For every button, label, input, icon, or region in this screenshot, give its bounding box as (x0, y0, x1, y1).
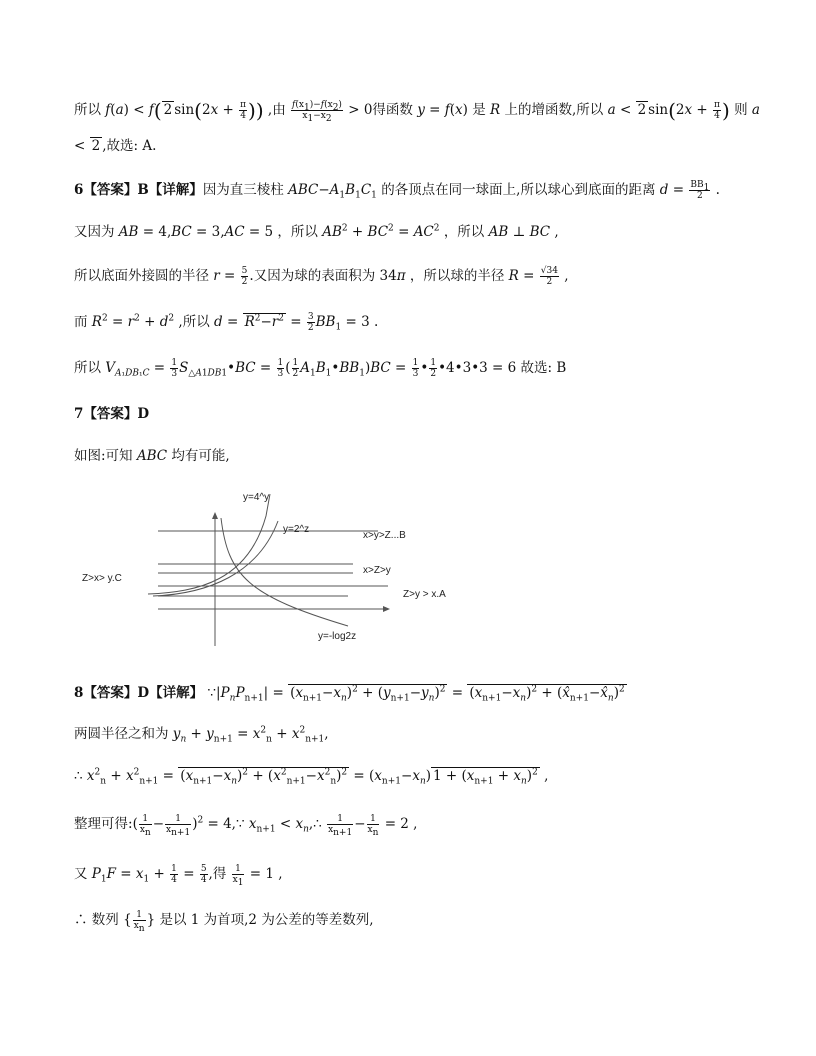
label-case-a: Z>y > x.A (403, 589, 446, 600)
q8-line-6: ∴ 数列 { $\frac{1}{x_n}$ } 是以 1 为首项,2 为公差的等差数列, (74, 910, 374, 934)
solution-line-2: < 2 ,故选: A. (74, 138, 157, 154)
q8-answer-label: 8【答案】D【详解】 (74, 685, 204, 701)
q7-answer-label: 7【答案】D (74, 406, 150, 422)
q7-line-1: 如图:可知 ABC 均有可能, (74, 448, 230, 464)
label-curve-neglog2z: y=-log2z (318, 631, 357, 642)
label-curve-4y: y=4^y (243, 492, 270, 503)
q8-line-3: ∴ $x^2_n + x^2_{n+1} = (x_{n+1}-x_n)^2 + (x^2_{n+1}-x^2_n)^2 = (x_{n+1}-x_n) 1 + (x_{n+1} + x_n)^2$ , (74, 767, 549, 787)
q6-line-5: 所以 $V_{A_1DB_1C}$ = $\frac{1}{3}$ $S_{\triangle A1DB1}•BC$ = $\frac{1}{3}$ ( $\frac{1}{2}$ $A_1B_1•BB_1)BC$ = $\frac{1}{3}$ • $\frac{1}{2}$ •4•3•3 = 6 故选: B (74, 358, 567, 379)
q8-line-2: 两圆半径之和为 $y_n + y_{n+1} = x^2_n + x^2_{n+1}$, (74, 725, 329, 745)
q6-line-4: 而 $R^2 = r^2 + d^2$ ,所以 $d = R^2-r^2$ = $\frac{3}{2}$ $BB_1 = 3$ . (74, 312, 379, 333)
q8-line-5: 又 $P_1F = x_1$ + $\frac{1}{4}$ = $\frac{5}{4}$ ,得 $\frac{1}{x_1}$ = 1 , (74, 864, 283, 888)
q6-answer-label: 6【答案】B【详解】 (74, 182, 203, 198)
y-axis-arrow (212, 512, 218, 519)
q6-header-line: 6【答案】B【详解】因为直三棱柱 $ABC-A_1B_1C_1$ 的各顶点在同一球面上,所以球心到底面的距离 d = $\frac{BB_1}{2}$ . (74, 180, 720, 201)
q8-line-4: 整理可得:( $\frac{1}{x_n}$ − $\frac{1}{x_{n+1}}$ )$^2$ = 4,∵ $x_{n+1}$ < $x_n,\therefore$ $\frac{1}{x_{n+1}}$ − $\frac{1}{x_n}$ = 2 , (74, 814, 418, 838)
x-axis-arrow (383, 606, 390, 612)
q8-header-line: 8【答案】D【详解】 $\because|P_nP_{n+1}| = (x_{n+1}-x_n)^2 + (y_{n+1}-y_n)^2 = (x_{n+1}-x_n)^2$ + $(x̂_{n+1}-x̂_n)^2$ (74, 684, 625, 704)
label-case-mid: x>Z>y (363, 565, 391, 576)
label-case-b: x>y>Z...B (363, 530, 406, 541)
q6-line-2: 又因为 AB = 4,BC = 3,AC = 5 ，所以 $AB^2 + BC^2 = AC^2$ ，所以 AB ⊥ BC , (74, 223, 559, 240)
label-case-c: Z>x> y.C (82, 573, 122, 584)
label-curve-2z: y=2^z (283, 524, 310, 535)
q6-line-3: 所以底面外接圆的半径 r = $\frac{5}{2}$ .又因为球的表面积为 34π ，所以球的半径 R = $\frac{√34}{2}$ , (74, 266, 569, 287)
curve-4y (148, 494, 270, 594)
solution-line-1: 所以 f(a) < f( 2 sin(2x + $\frac{\pi}{4}$ )) ,由 $\frac{f(x_1)-f(x_2)}{x_1-x_2}$ > 0得函数 y = f(x) 是 R 上的增函数,所以 a < 2 sin(2x + $\frac{\pi}{4}$ ) 则 a (74, 98, 760, 124)
q7-graph-figure (78, 486, 478, 646)
